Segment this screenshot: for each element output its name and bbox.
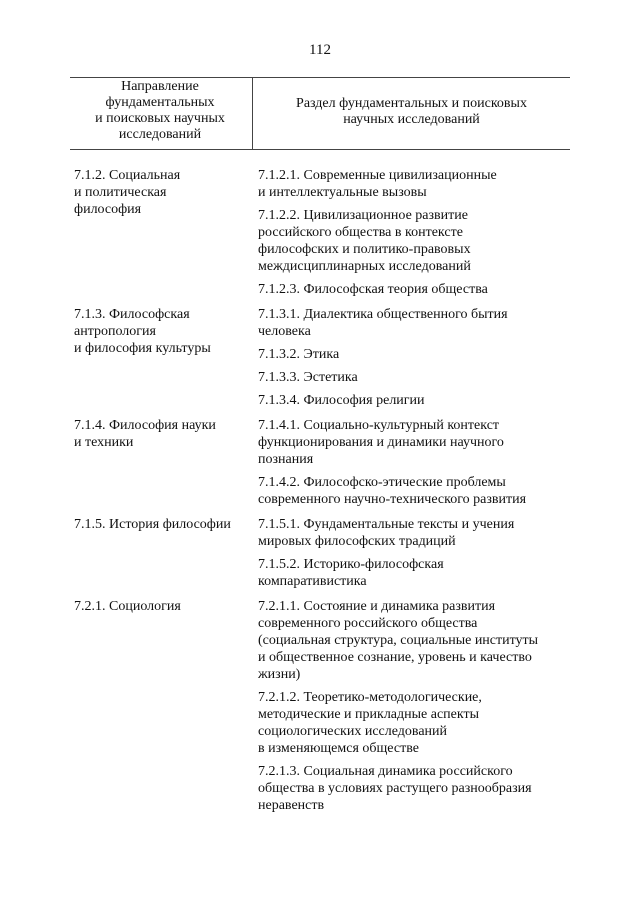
section-item: 7.1.3.3. Эстетика — [258, 370, 358, 385]
direction-cell: 7.1.4. Философия науки и техники — [74, 418, 216, 450]
table-row — [70, 306, 570, 409]
sections-cell — [250, 167, 568, 298]
section-item: 7.1.4.2. Философско-этические проблемы современного научно-технического развития — [258, 475, 527, 507]
table-row — [70, 598, 570, 814]
section-item: 7.2.1.1. Состояние и динамика развития современного российского общества (социальная структура, социальные институты и общественное сознание, уровень и качество жизни) — [258, 599, 539, 682]
section-item: 7.1.2.1. Современные цивилизационные и интеллектуальные вызовы — [258, 168, 497, 200]
direction-cell: 7.1.3. Философская антропология и философия культуры — [74, 307, 211, 356]
header-direction: Направление фундаментальных и поисковых научных исследований — [95, 79, 225, 142]
section-item: 7.1.5.2. Историко-философская компаративистика — [258, 557, 444, 589]
table-row — [70, 516, 570, 590]
sections-cell — [250, 598, 568, 814]
sections-cell — [250, 417, 568, 508]
table-header — [70, 77, 570, 150]
section-item: 7.1.5.1. Фундаментальные тексты и учения мировых философских традиций — [258, 517, 515, 549]
section-item: 7.1.3.4. Философия религии — [258, 393, 425, 408]
section-item: 7.2.1.3. Социальная динамика российского общества в условиях растущего разнообразия неравенств — [258, 764, 532, 813]
direction-cell: 7.1.2. Социальная и политическая философия — [74, 168, 181, 217]
section-item: 7.1.2.3. Философская теория общества — [258, 282, 488, 297]
table-row — [70, 417, 570, 508]
table-body — [70, 167, 570, 814]
direction-cell: 7.1.5. История философии — [74, 517, 231, 532]
section-item: 7.2.1.2. Теоретико-методологические, методические и прикладные аспекты социологических исследований в изменяющемся обществе — [258, 690, 482, 756]
section-item: 7.1.3.2. Этика — [258, 347, 340, 362]
sections-cell — [250, 306, 568, 409]
research-table — [70, 77, 570, 822]
direction-cell: 7.2.1. Социология — [74, 599, 181, 614]
header-section: Раздел фундаментальных и поисковых научных исследований — [296, 96, 527, 127]
page-number: 112 — [309, 42, 331, 58]
section-item: 7.1.3.1. Диалектика общественного бытия человека — [258, 307, 508, 339]
section-item: 7.1.4.1. Социально-культурный контекст функционирования и динамики научного познания — [258, 418, 504, 467]
sections-cell — [250, 516, 568, 590]
table-row — [70, 167, 570, 298]
section-item: 7.1.2.2. Цивилизационное развитие российского общества в контексте философских и политико-правовых междисциплинарных исследований — [258, 208, 471, 274]
